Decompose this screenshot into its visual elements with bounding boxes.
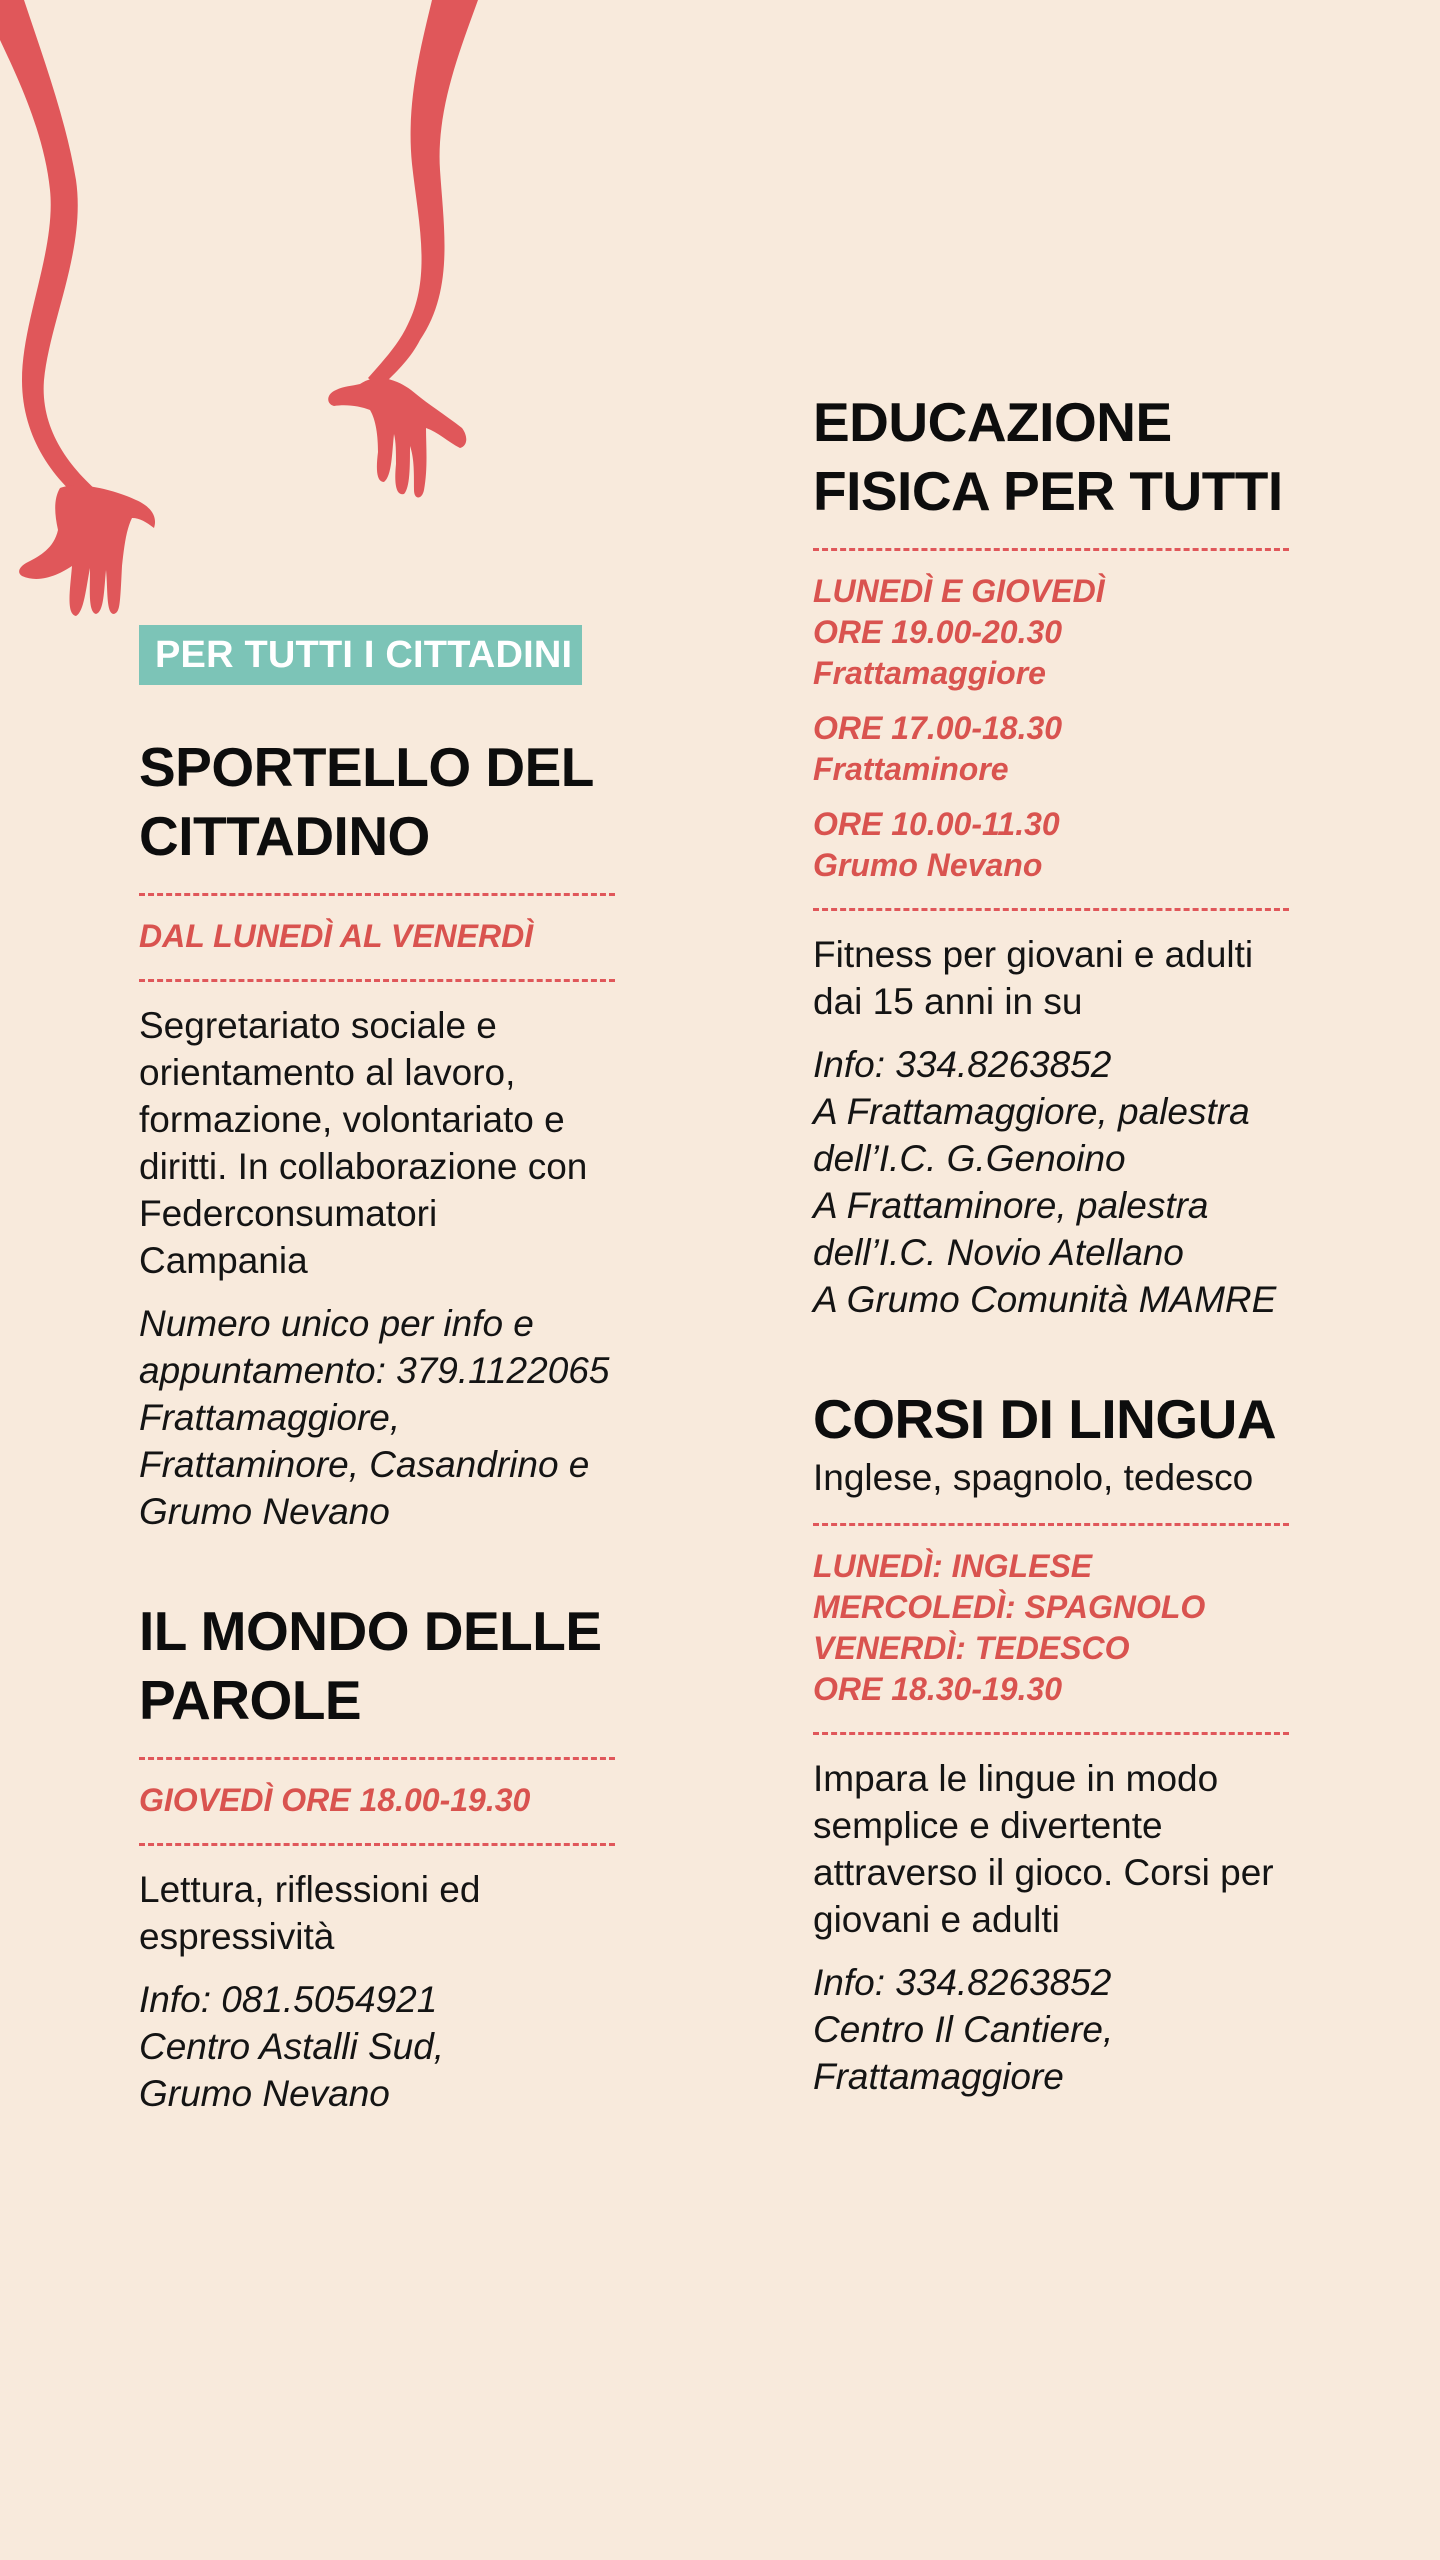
sportello-schedule: DAL LUNEDÌ AL VENERDÌ: [139, 918, 534, 954]
schedule-line: LUNEDÌ: INGLESE: [813, 1548, 1093, 1584]
schedule-line: LUNEDÌ E GIOVEDÌ: [813, 573, 1105, 609]
description-line: Segretariato sociale e: [139, 1005, 497, 1046]
info-line: Frattaminore, Casandrino e: [139, 1444, 590, 1485]
sportello-info: [139, 1300, 659, 1535]
left-column: [139, 625, 659, 2117]
info-line: Grumo Nevano: [139, 2073, 390, 2114]
description-line: Federconsumatori: [139, 1193, 438, 1234]
schedule-line: ORE 10.00-11.30: [813, 806, 1060, 842]
schedule-line: Frattaminore: [813, 751, 1009, 787]
sportello-description: [139, 1002, 659, 1284]
corsi-lingua-title: CORSI DI LINGUA: [813, 1388, 1277, 1450]
description-line: formazione, volontariato e: [139, 1099, 565, 1140]
educazione-title: [813, 388, 1333, 526]
educazione-title-line-1: EDUCAZIONE: [813, 391, 1172, 453]
dashed-divider: [139, 893, 615, 896]
dashed-divider: [139, 1757, 615, 1760]
schedule-line: VENERDÌ: TEDESCO: [813, 1630, 1130, 1666]
mondo-title-line-1: IL MONDO DELLE: [139, 1600, 602, 1662]
educazione-title-line-2: FISICA PER TUTTI: [813, 460, 1283, 522]
description-line: dai 15 anni in su: [813, 981, 1083, 1022]
dashed-divider: [813, 548, 1289, 551]
corsi-lingua-description: [813, 1755, 1333, 1943]
info-line: Centro Astalli Sud,: [139, 2026, 445, 2067]
sportello-section: [139, 733, 659, 1535]
mondo-schedule: GIOVEDÌ ORE 18.00-19.30: [139, 1782, 531, 1818]
description-line: espressività: [139, 1916, 335, 1957]
right-column: [813, 388, 1333, 2100]
schedule-line: ORE 17.00-18.30: [813, 710, 1063, 746]
dashed-divider: [139, 979, 615, 982]
mondo-info: [139, 1976, 659, 2117]
educazione-schedule: [813, 571, 1333, 886]
description-line: Impara le lingue in modo: [813, 1758, 1219, 1799]
educazione-description: [813, 931, 1333, 1025]
corsi-lingua-subtitle: Inglese, spagnolo, tedesco: [813, 1457, 1254, 1498]
sportello-title-line-2: CITTADINO: [139, 805, 430, 867]
info-line: Frattamaggiore,: [139, 1397, 401, 1438]
mondo-title-line-2: PAROLE: [139, 1669, 362, 1731]
description-line: Campania: [139, 1240, 308, 1281]
audience-badge: PER TUTTI I CITTADINI: [139, 625, 582, 685]
corsi-lingua-section: [813, 1385, 1333, 2100]
info-line: Info: 081.5054921: [139, 1979, 438, 2020]
schedule-line: Grumo Nevano: [813, 847, 1043, 883]
corsi-lingua-info: [813, 1959, 1333, 2100]
description-line: orientamento al lavoro,: [139, 1052, 516, 1093]
description-line: attraverso il gioco. Corsi per: [813, 1852, 1274, 1893]
info-line: appuntamento: 379.1122065: [139, 1350, 610, 1391]
sportello-title-line-1: SPORTELLO DEL: [139, 736, 594, 798]
schedule-line: MERCOLEDÌ: SPAGNOLO: [813, 1589, 1206, 1625]
description-line: semplice e divertente: [813, 1805, 1163, 1846]
description-line: Lettura, riflessioni ed: [139, 1869, 481, 1910]
info-line: Info: 334.8263852: [813, 1962, 1112, 2003]
sportello-title: [139, 733, 659, 871]
info-line: A Frattamaggiore, palestra: [813, 1091, 1250, 1132]
educazione-section: [813, 388, 1333, 1323]
mondo-parole-title: [139, 1597, 659, 1735]
info-line: Numero unico per info e: [139, 1303, 534, 1344]
schedule-line: ORE 18.30-19.30: [813, 1671, 1063, 1707]
schedule-line: ORE 19.00-20.30: [813, 614, 1063, 650]
description-line: Fitness per giovani e adulti: [813, 934, 1254, 975]
info-line: dell’I.C. G.Genoino: [813, 1138, 1126, 1179]
description-line: giovani e adulti: [813, 1899, 1060, 1940]
info-line: dell’I.C. Novio Atellano: [813, 1232, 1184, 1273]
dashed-divider: [813, 1732, 1289, 1735]
corsi-lingua-schedule: [813, 1546, 1333, 1710]
educazione-info: [813, 1041, 1333, 1323]
info-line: Grumo Nevano: [139, 1491, 390, 1532]
info-line: Centro Il Cantiere,: [813, 2009, 1114, 2050]
info-line: A Grumo Comunità MAMRE: [813, 1279, 1277, 1320]
dashed-divider: [139, 1843, 615, 1846]
description-line: diritti. In collaborazione con: [139, 1146, 588, 1187]
dashed-divider: [813, 1523, 1289, 1526]
reaching-hands-illustration: [0, 0, 520, 640]
mondo-parole-section: [139, 1597, 659, 2117]
info-line: Info: 334.8263852: [813, 1044, 1112, 1085]
schedule-line: Frattamaggiore: [813, 655, 1046, 691]
info-line: A Frattaminore, palestra: [813, 1185, 1209, 1226]
dashed-divider: [813, 908, 1289, 911]
info-line: Frattamaggiore: [813, 2056, 1064, 2097]
mondo-description: [139, 1866, 659, 1960]
